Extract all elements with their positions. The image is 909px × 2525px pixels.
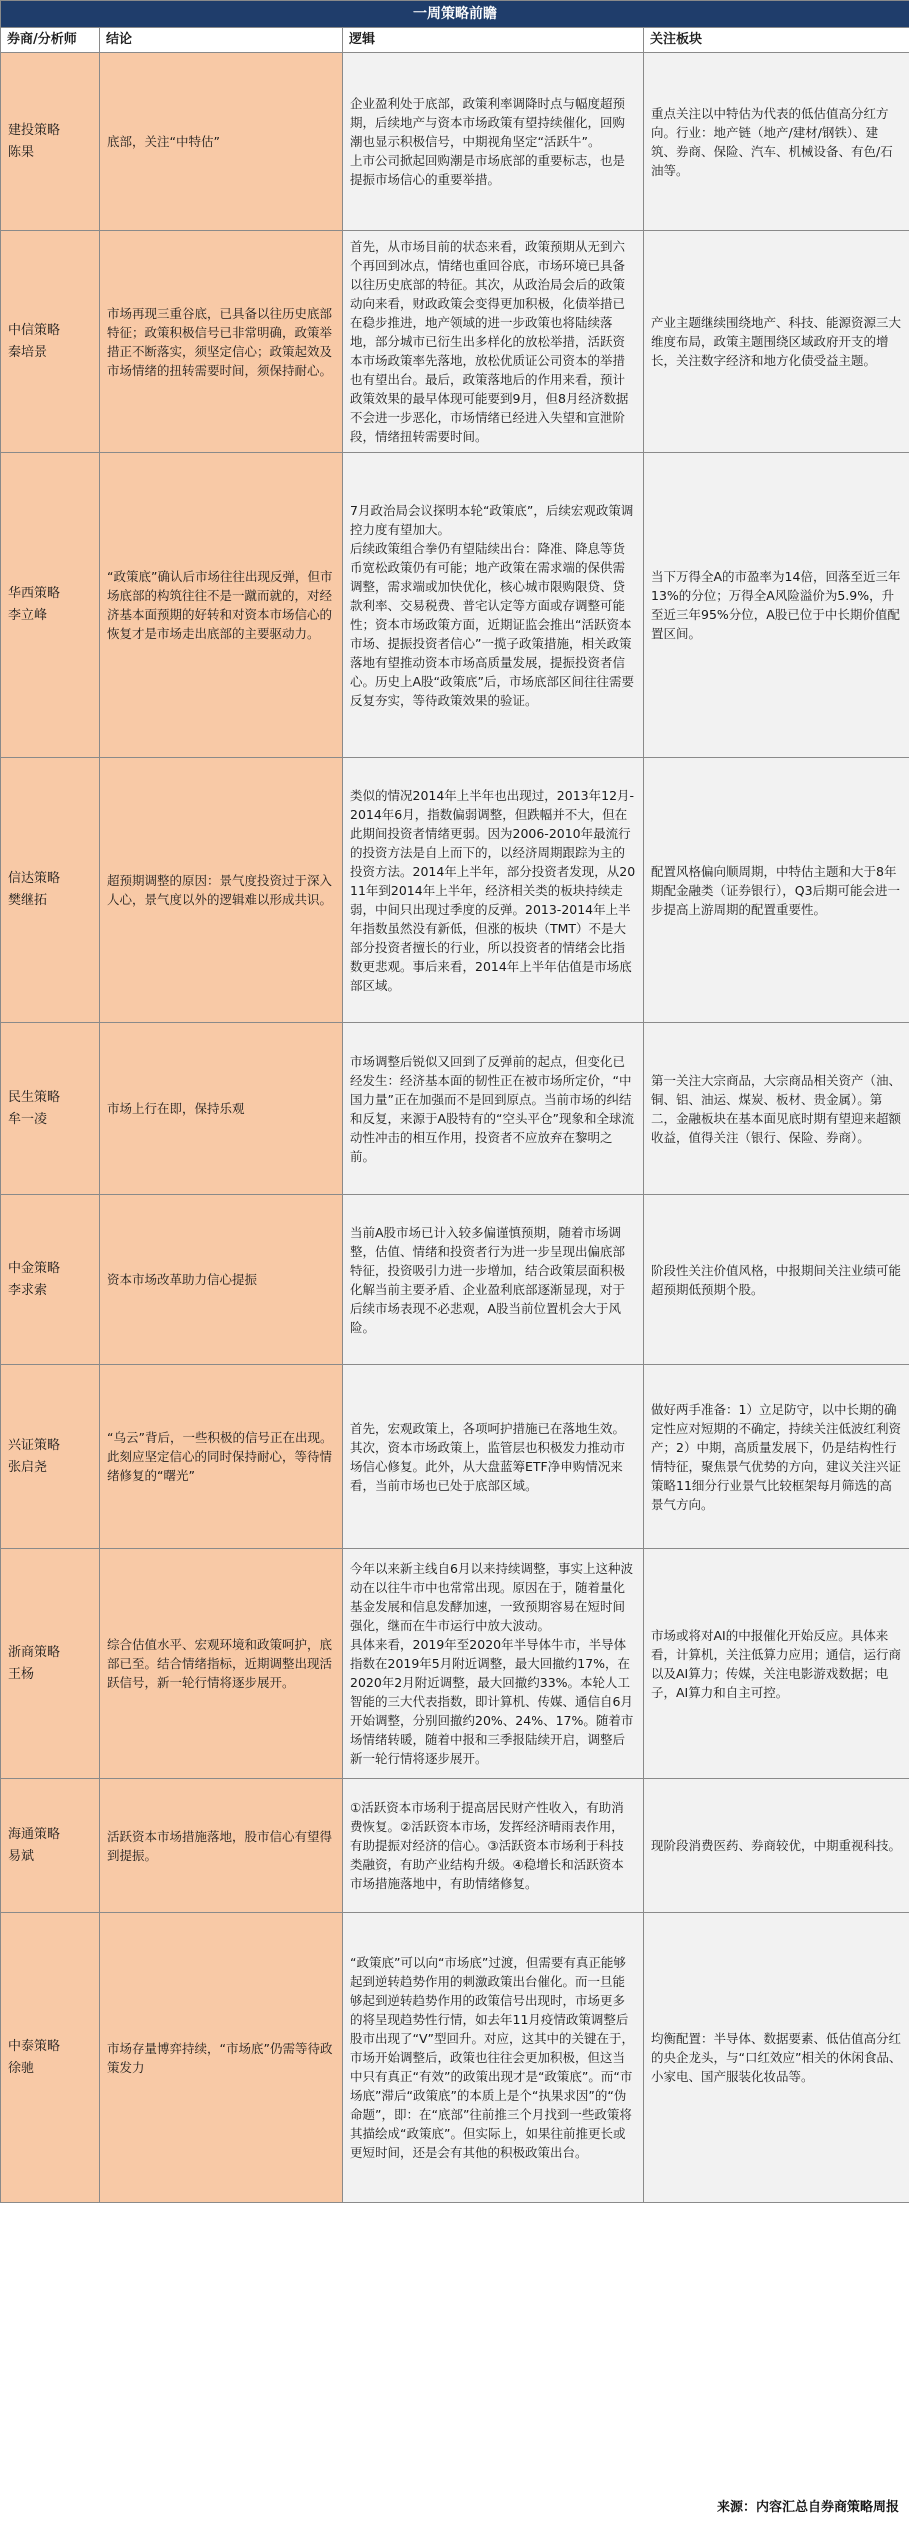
broker-cell (1, 758, 100, 1023)
broker-cell (1, 1913, 100, 2203)
table-row (1, 1549, 909, 1779)
table-row (1, 758, 909, 1023)
broker-name: 海通策略 (8, 1826, 61, 1842)
broker-name: 中金策略 (8, 1260, 61, 1276)
analyst-name: 樊继拓 (8, 893, 48, 908)
table-row (1, 1023, 909, 1195)
analyst-name: 秦培景 (8, 344, 48, 360)
logic-cell: 企业盈利处于底部，政策利率调降时点与幅度超预期，后续地产与资本市场政策有望持续催化，回购潮也显示积极信号，中期视角坚定“活跃牛”。 上市公司掀起回购潮是市场底部的重要标志，也是提振市场信心的重要举措。 (343, 53, 644, 231)
focus-cell: 做好两手准备：1）立足防守，以中长期的确定性应对短期的不确定，持续关注低波红利资产；2）中期，高质量发展下，仍是结构性行情特征，聚焦景气优势的方向，建议关注兴证策略11细分行业景气比较框架每月筛选的高景气方向。 (644, 1365, 909, 1549)
broker-cell (1, 53, 100, 231)
title-row (1, 1, 909, 28)
focus-cell: 配置风格偏向顺周期，中特估主题和大于8年期配金融类（证券银行），Q3后期可能会进一步提高上游周期的配置重要性。 (644, 758, 909, 1023)
analyst-name: 陈果 (8, 144, 35, 160)
analyst-name: 张启尧 (8, 1459, 48, 1475)
logic-cell: 当前A股市场已计入较多偏谨慎预期，随着市场调整，估值、情绪和投资者行为进一步呈现出偏底部特征，投资吸引力进一步增加，结合政策层面积极化解当前主要矛盾、企业盈利底部逐渐显现，对于后续市场表现不必悲观，A股当前位置机会大于风险。 (343, 1195, 644, 1365)
broker-name: 信达策略 (8, 871, 61, 886)
broker-cell (1, 231, 100, 453)
broker-cell (1, 453, 100, 758)
conclusion-cell: 市场再现三重谷底，已具备以往历史底部特征；政策积极信号已非常明确，政策举措正不断落实，须坚定信心；政策起效及市场情绪的扭转需要时间，须保持耐心。 (100, 231, 343, 453)
broker-name: 兴证策略 (8, 1437, 61, 1453)
conclusion-cell: 市场上行在即，保持乐观 (100, 1023, 343, 1195)
logic-cell: 市场调整后锐似又回到了反弹前的起点，但变化已经发生：经济基本面的韧性正在被市场所定价，“中国力量”正在加强而不是回到原点。当前市场的纠结和反复，来源于A股特有的“空头平仓”现象和全球流动性冲击的相互作用，投资者不应放弃在黎明之前。 (343, 1023, 644, 1195)
focus-cell: 重点关注以中特估为代表的低估值高分红方向。行业：地产链（地产/建材/钢铁）、建筑、券商、保险、汽车、机械设备、有色/石油等。 (644, 53, 909, 231)
conclusion-cell: “乌云”背后，一些积极的信号正在出现。此刻应坚定信心的同时保持耐心，等待情绪修复的“曙光” (100, 1365, 343, 1549)
table-row (1, 53, 909, 231)
header-focus: 关注板块 (644, 28, 909, 53)
broker-cell (1, 1549, 100, 1779)
analyst-name: 李立峰 (8, 608, 48, 623)
analyst-name: 李求索 (8, 1282, 48, 1298)
source-note: 来源：内容汇总自券商策略周报 (716, 2500, 899, 2515)
table-row (1, 1779, 909, 1913)
analyst-name: 牟一凌 (8, 1111, 48, 1127)
broker-cell (1, 1365, 100, 1549)
broker-cell (1, 1023, 100, 1195)
logic-cell: 7月政治局会议探明本轮“政策底”，后续宏观政策调控力度有望加大。 后续政策组合拳仍有望陆续出台：降准、降息等货币宽松政策仍有可能；地产政策在需求端的保供需调整，需求端或加快优化，核心城市限购限贷、贷款利率、交易税费、普宅认定等方面或存调整可能性；资本市场政策方面，近期证监会推出“活跃资本市场、提振投资者信心”一揽子政策措施，相关政策落地有望推动资本市场高质量发展，提振投资者信心。历史上A股“政策底”后，市场底部区间往往需要反复夯实，等待政策效果的验证。 (343, 453, 644, 758)
conclusion-cell: 超预期调整的原因：景气度投资过于深入人心，景气度以外的逻辑难以形成共识。 (100, 758, 343, 1023)
focus-cell: 市场或将对AI的中报催化开始反应。具体来看，计算机，关注低算力应用；通信，运行商以及AI算力；传媒，关注电影游戏数据；电子，AI算力和自主可控。 (644, 1549, 909, 1779)
table-row (1, 1365, 909, 1549)
logic-cell: ①活跃资本市场利于提高居民财产性收入，有助消费恢复。②活跃资本市场，发挥经济晴雨表作用，有助提振对经济的信心。③活跃资本市场利于科技类融资，有助产业结构升级。④稳增长和活跃资本市场措施落地中，有助情绪修复。 (343, 1779, 644, 1913)
conclusion-cell: 市场存量博弈持续，“市场底”仍需等待政策发力 (100, 1913, 343, 2203)
analyst-name: 易斌 (8, 1848, 35, 1864)
header-row (1, 28, 909, 53)
conclusion-cell: “政策底”确认后市场往往出现反弹，但市场底部的构筑往往不是一蹴而就的，对经济基本面预期的好转和对资本市场信心的恢复才是市场走出底部的主要驱动力。 (100, 453, 343, 758)
conclusion-cell: 底部，关注“中特估” (100, 53, 343, 231)
conclusion-cell: 活跃资本市场措施落地，股市信心有望得到提振。 (100, 1779, 343, 1913)
conclusion-cell: 资本市场改革助力信心提振 (100, 1195, 343, 1365)
table-row (1, 231, 909, 453)
logic-cell: 今年以来新主线自6月以来持续调整，事实上这种波动在以往牛市中也常常出现。原因在于，随着量化基金发展和信息发酵加速，一致预期容易在短时间强化，继而在牛市运行中放大波动。 具体来看，2019年至2020年半导体牛市，半导体指数在2019年5月附近调整，最大回撤约17%，在2020年2月附近调整，最大回撤约33%。本轮人工智能的三大代表指数，即计算机、传媒、通信自6月开始调整，分别回撤约20%、24%、17%。随着市场情绪转暖，随着中报和三季报陆续开启，调整后新一轮行情将逐步展开。 (343, 1549, 644, 1779)
header-broker: 券商/分析师 (1, 28, 100, 53)
logic-cell: 类似的情况2014年上半年也出现过，2013年12月-2014年6月，指数偏弱调整，但跌幅并不大，但在此期间投资者情绪更弱。因为2006-2010年最流行的投资方法是自上而下的，以经济周期跟踪为主的投资方法。2014年上半年，部分投资者发现，从2011年到2014年上半年，经济相关类的板块持续走弱，中间只出现过季度的反弹。2013-2014年上半年指数虽然没有新低，但涨的板块（TMT）不是大部分投资者擅长的行业，所以投资者的情绪会比指数更悲观。事后来看，2014年上半年估值是市场底部区域。 (343, 758, 644, 1023)
logic-cell: “政策底”可以向“市场底”过渡，但需要有真正能够起到逆转趋势作用的刺激政策出台催化。而一旦能够起到逆转趋势作用的政策信号出现时，市场更多的将呈现趋势性行情，如去年11月疫情政策调整后股市出现了“V”型回升。对应，这其中的关键在于，市场开始调整后，政策也往往会更加积极，但这当中只有真正“有效”的政策出现才是“政策底”。而“市场底”滞后“政策底”的本质上是个“执果求因”的“伪命题”，即：在“底部”往前推三个月找到一些政策将其描绘成“政策底”。但实际上，如果往前推更长或更短时间，还是会有其他的积极政策出台。 (343, 1913, 644, 2203)
broker-name: 建投策略 (8, 122, 61, 138)
broker-name: 浙商策略 (8, 1644, 61, 1660)
focus-cell: 现阶段消费医药、券商较优，中期重视科技。 (644, 1779, 909, 1913)
focus-cell: 阶段性关注价值风格，中报期间关注业绩可能超预期低预期个股。 (644, 1195, 909, 1365)
broker-name: 中泰策略 (8, 2038, 61, 2054)
focus-cell: 当下万得全A的市盈率为14倍，回落至近三年13%的分位；万得全A风险溢价为5.9%，升至近三年95%分位，A股已位于中长期价值配置区间。 (644, 453, 909, 758)
analyst-name: 王杨 (8, 1666, 35, 1682)
table-title: 一周策略前瞻 (1, 1, 909, 28)
broker-name: 中信策略 (8, 322, 61, 338)
focus-cell: 第一关注大宗商品，大宗商品相关资产（油、铜、铝、油运、煤炭、板材、贵金属）。第二，金融板块在基本面见底时期有望迎来超额收益，值得关注（银行、保险、券商）。 (644, 1023, 909, 1195)
logic-cell: 首先，从市场目前的状态来看，政策预期从无到六个再回到冰点，情绪也重回谷底，市场环境已具备以往历史底部的特征。其次，从政治局会后的政策动向来看，财政政策会变得更加积极，化债举措已在稳步推进，地产领域的进一步政策也将陆续落地，部分城市已衍生出多样化的放松举措，活跃资本市场政策率先落地，放松优质证公司资本的举措也有望出台。最后，政策落地后的作用来看，预计政策效果的最早体现可能要到9月，但8月经济数据不会进一步恶化，市场情绪已经进入失望和宣泄阶段，情绪扭转需要时间。 (343, 231, 644, 453)
conclusion-cell: 综合估值水平、宏观环境和政策呵护，底部已至。结合情绪指标，近期调整出现活跃信号，新一轮行情将逐步展开。 (100, 1549, 343, 1779)
header-conclusion: 结论 (100, 28, 343, 53)
focus-cell: 均衡配置：半导体、数据要素、低估值高分红的央企龙头，与“口红效应”相关的休闲食品、小家电、国产服装化妆品等。 (644, 1913, 909, 2203)
header-logic: 逻辑 (343, 28, 644, 53)
table-row (1, 1913, 909, 2203)
broker-name: 华西策略 (8, 586, 61, 601)
broker-cell (1, 1779, 100, 1913)
broker-cell (1, 1195, 100, 1365)
logic-cell: 首先，宏观政策上，各项呵护措施已在落地生效。其次，资本市场政策上，监管层也积极发力推动市场信心修复。此外，从大盘蓝筹ETF净申购情况来看，当前市场也已处于底部区域。 (343, 1365, 644, 1549)
table-row (1, 453, 909, 758)
broker-name: 民生策略 (8, 1089, 61, 1105)
analyst-name: 徐驰 (8, 2060, 35, 2076)
table-row (1, 1195, 909, 1365)
focus-cell: 产业主题继续围绕地产、科技、能源资源三大维度布局，政策主题围绕区域政府开支的增长，关注数字经济和地方化债受益主题。 (644, 231, 909, 453)
